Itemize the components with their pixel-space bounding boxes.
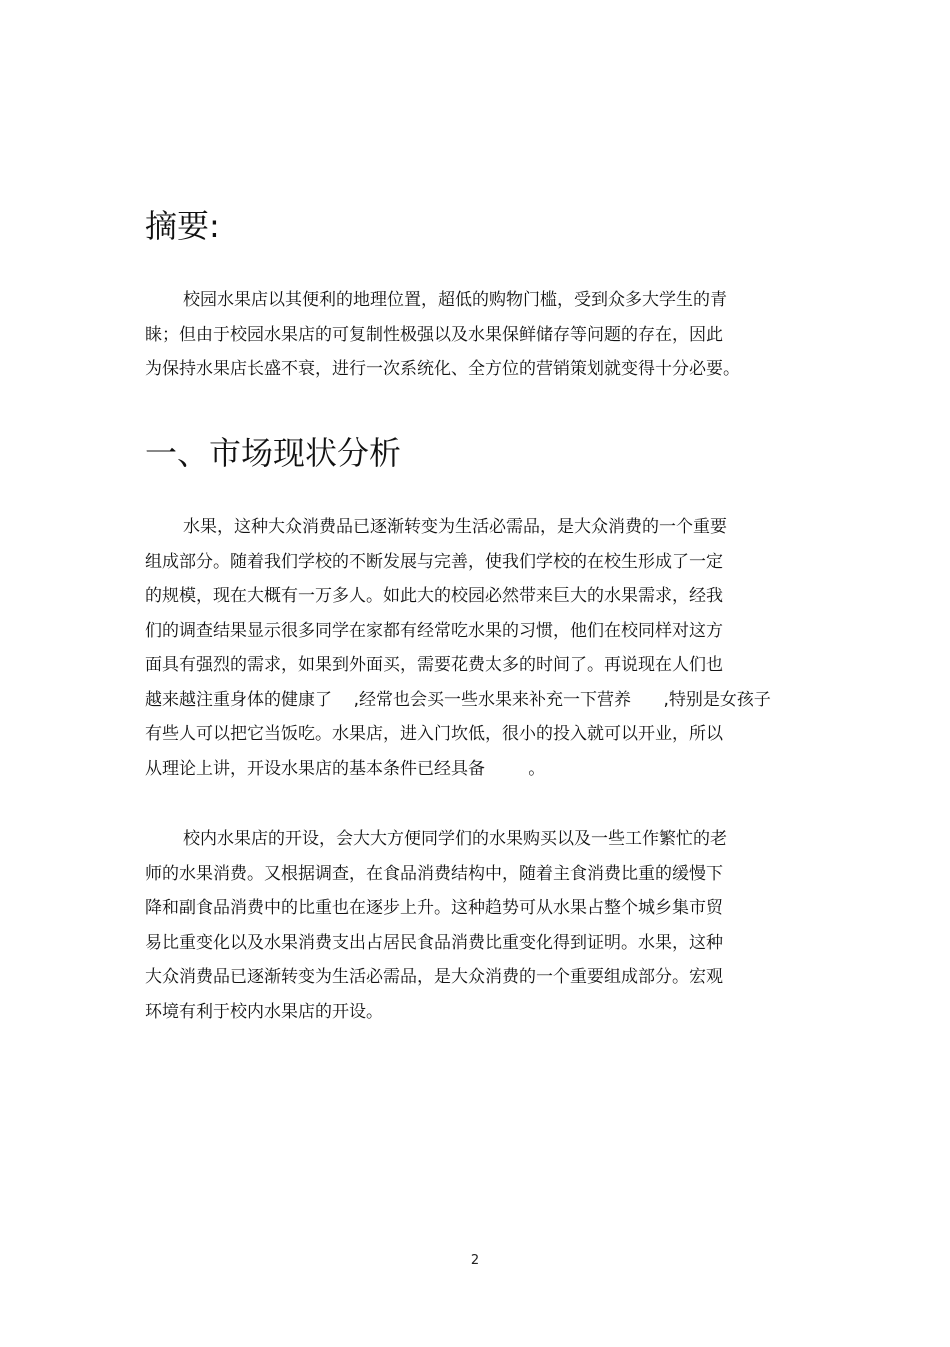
section1-paragraph-1 [145, 510, 805, 786]
section1-paragraph-2 [145, 822, 805, 1029]
text-line: 有些人可以把它当饭吃。水果店，进入门坎低，很小的投入就可以开业，所以 [145, 724, 723, 744]
text-line: 们的调查结果显示很多同学在家都有经常吃水果的习惯，他们在校同样对这方 [145, 620, 723, 641]
section-heading-market-analysis: 一、市场现状分析 [145, 434, 402, 472]
text-line: 组成部分。随着我们学校的不断发展与完善，使我们学校的在校生形成了一定 [145, 551, 723, 572]
text-line: 易比重变化以及水果消费支出占居民食品消费比重变化得到证明。水果，这种 [145, 932, 723, 953]
text-line: 越来越注重身体的健康了 ,经常也会买一些水果来补充一下营养 ,特别是女孩子 [145, 689, 771, 710]
abstract-heading: 摘要: [145, 207, 220, 245]
text-line: 的规模，现在大概有一万多人。如此大的校园必然带来巨大的水果需求，经我 [145, 586, 723, 606]
text-line: 从理论上讲，开设水果店的基本条件已经具备 。 [145, 758, 546, 779]
text-line: 降和副食品消费中的比重也在逐步上升。这种趋势可从水果占整个城乡集市贸 [145, 898, 723, 918]
text-line: 为保持水果店长盛不衰，进行一次系统化、全方位的营销策划就变得十分必要。 [145, 359, 740, 379]
text-line: 水果，这种大众消费品已逐渐转变为生活必需品，是大众消费的一个重要 [183, 517, 727, 537]
text-line: 师的水果消费。又根据调查，在食品消费结构中，随着主食消费比重的缓慢下 [145, 863, 723, 884]
text-line: 环境有利于校内水果店的开设。 [145, 1001, 383, 1022]
page-number: 2 [470, 1253, 480, 1268]
text-line: 大众消费品已逐渐转变为生活必需品，是大众消费的一个重要组成部分。宏观 [145, 967, 723, 987]
text-line: 睐；但由于校园水果店的可复制性极强以及水果保鲜储存等问题的存在，因此 [145, 324, 723, 345]
text-line: 面具有强烈的需求，如果到外面买，需要花费太多的时间了。再说现在人们也 [145, 655, 723, 675]
abstract-paragraph [145, 283, 805, 387]
text-line: 校园水果店以其便利的地理位置，超低的购物门槛，受到众多大学生的青 [183, 290, 727, 310]
text-line: 校内水果店的开设，会大大方便同学们的水果购买以及一些工作繁忙的老 [183, 829, 727, 849]
